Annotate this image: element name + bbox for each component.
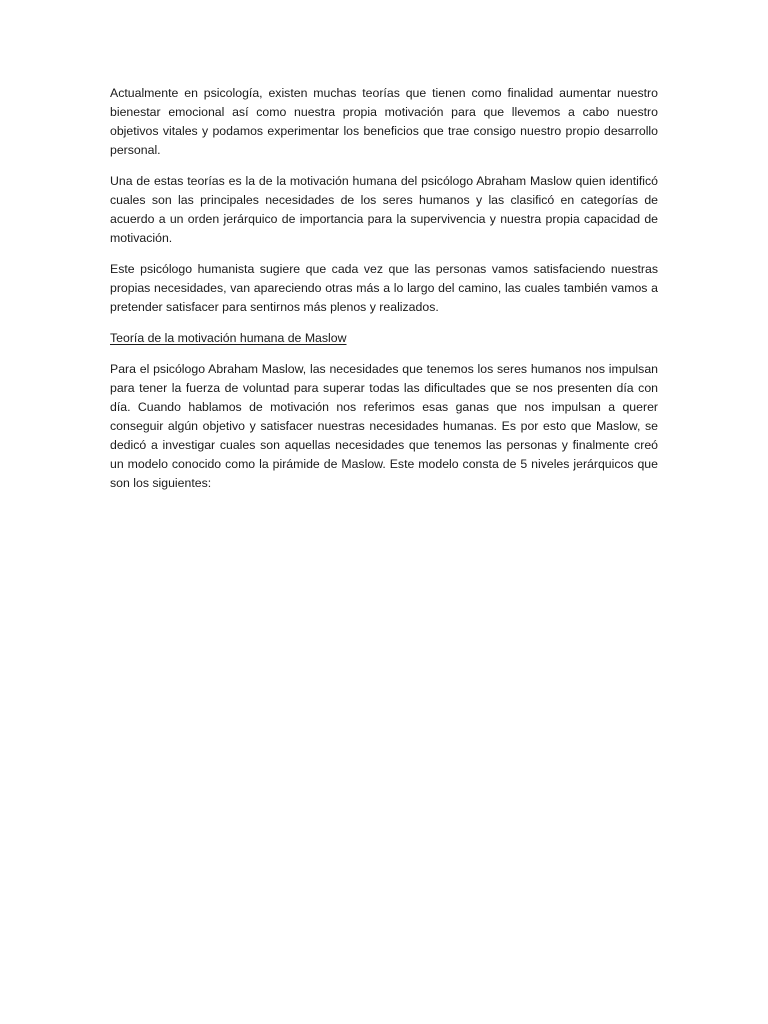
- paragraph-maslow-theory: Una de estas teorías es la de la motivación humana del psicólogo Abraham Maslow quien identificó cuales son las principales necesidades de los seres humanos y las clasificó en categorías de acuerdo a un orden jerárquico de importancia para la supervivencia y nuestra propia capacidad de motivación.: [110, 174, 658, 245]
- section-heading: Teoría de la motivación humana de Maslow: [110, 331, 347, 345]
- document-body: [110, 84, 658, 505]
- paragraph-needs: Para el psicólogo Abraham Maslow, las necesidades que tenemos los seres humanos nos impulsan para tener la fuerza de voluntad para superar todas las dificultades que se nos presenten día con día. Cuando hablamos de motivación nos referimos esas ganas que nos impulsan a querer conseguir algún objetivo y satisfacer nuestras necesidades humanas. Es por esto que Maslow, se dedicó a investigar cuales son aquellas necesidades que tenemos las personas y finalmente creó un modelo conocido como la pirámide de Maslow. Este modelo consta de 5 niveles jerárquicos que son los siguientes:: [110, 362, 658, 490]
- paragraph-humanist: Este psicólogo humanista sugiere que cada vez que las personas vamos satisfaciendo nuestras propias necesidades, van apareciendo otras más a lo largo del camino, las cuales también vamos a pretender satisfacer para sentirnos más plenos y realizados.: [110, 262, 658, 314]
- paragraph-intro: Actualmente en psicología, existen muchas teorías que tienen como finalidad aumentar nuestro bienestar emocional así como nuestra propia motivación para que llevemos a cabo nuestro objetivos vitales y podamos experimentar los beneficios que trae consigo nuestro propio desarrollo personal.: [110, 86, 658, 157]
